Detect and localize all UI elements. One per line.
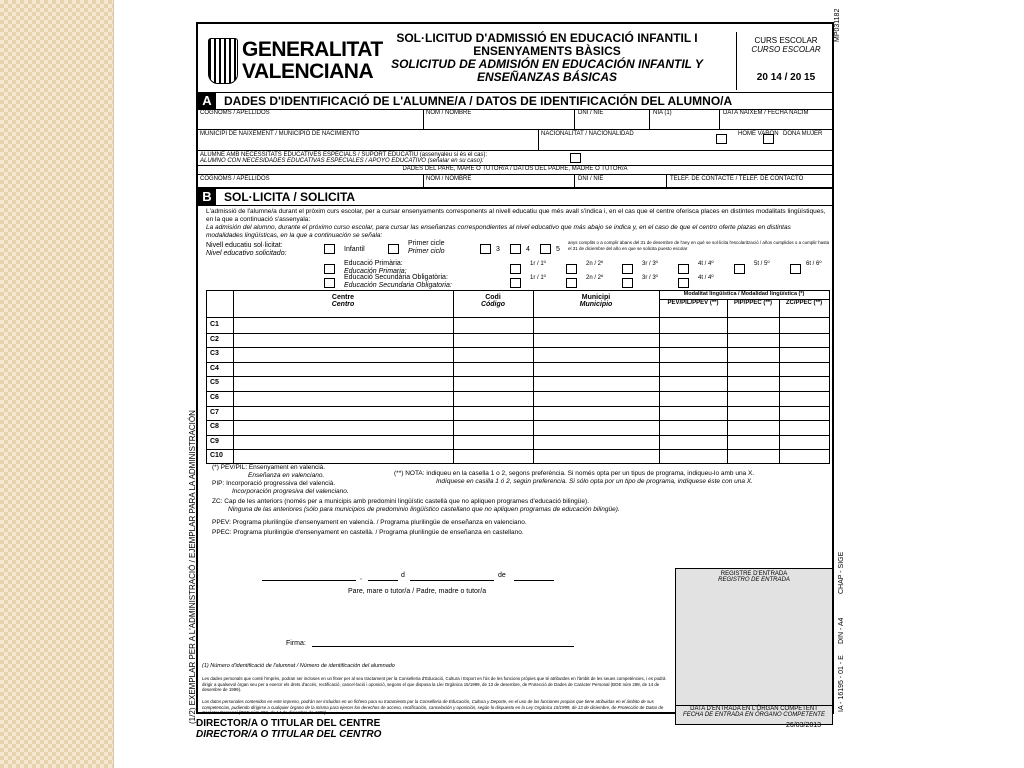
col-centre-ca: Centre <box>331 294 355 301</box>
note-nota: (**) NOTA: indiqueu en la casella 1 o 2, segons preferència. Si només opta per un tipus de programa, indiqueu-lo amb una X. <box>394 470 755 477</box>
checkbox-eso[interactable] <box>324 278 335 288</box>
label-age-5: 5 <box>556 246 560 253</box>
form-document <box>188 8 856 764</box>
primer-ca: Primer cicle <box>408 240 445 247</box>
footer-line-es: DIRECTOR/A O TITULAR DEL CENTRO <box>196 729 382 740</box>
curs-label-es: CURSO ESCOLAR <box>751 45 821 54</box>
sign-de-label: de <box>498 572 506 579</box>
checkbox-infantil[interactable] <box>324 244 335 254</box>
crest-icon <box>208 38 238 84</box>
field-nombre[interactable]: NOM / NOMBRE <box>426 110 472 116</box>
row-label: C3 <box>210 350 219 358</box>
student-row-1 <box>198 109 832 130</box>
footnote-lopd-es: Los datos personales contenidos en este impreso, podrán ser incluidos en un fichero para su tratamiento por la Conselleria de Educación, Cultura y Deporte, en el uso de las funciones propias que tiene atribuidas en el ámbito de sus competencias, pudiendo dirigirse a cualquier órgano de la misma para ejercer los derechos de acceso, rectificación, cancelación y oposición, según lo dispuesto en la Ley Orgánica 15/1999, de 13 de diciembre, de Protección de Datos de Carácter Personal (BOE núm 298, de 14 de diciembre de 1999). <box>202 699 664 715</box>
checkbox-age-5[interactable] <box>540 244 551 254</box>
note-nota-es: Indíquese en casilla 1 ó 2, según preferencia. Si sólo opta por un tipo de programa, indíquese éste con una X. <box>436 478 753 485</box>
col-municipi-es: Municipio <box>579 301 613 308</box>
sign-parents-label: Pare, mare o tutor/a / Padre, madre o tutor/a <box>348 588 487 595</box>
note-zc: ZC: Cap de les anteriors (només per a municipis amb predomini lingüístic castellà que no apliquen programes d'educació bilingüe). <box>212 498 589 505</box>
col-codi-ca: Codi <box>485 294 501 301</box>
col-codi <box>453 294 533 308</box>
note-pev-es: Enseñanza en valenciano. <box>248 472 325 479</box>
checkbox-prim-4[interactable] <box>678 264 689 274</box>
logo-line1: GENERALITAT <box>242 38 383 61</box>
field-parent-telefono[interactable]: TELEF. DE CONTACTE / TELEF. DE CONTACTO <box>670 176 804 182</box>
parent-header-row <box>198 166 832 175</box>
field-parent-apellidos[interactable]: COGNOMS / APELLIDOS <box>200 176 270 182</box>
nee-label-es: ALUMNO CON NECESIDADES EDUCATIVAS ESPECIALES / APOYO EDUCATIVO (señalar en su caso): <box>200 158 484 164</box>
field-apellidos[interactable]: COGNOMS / APELLIDOS <box>200 110 270 116</box>
checkbox-prim-5[interactable] <box>734 264 745 274</box>
title-es-2: ENSEÑANZAS BÁSICAS <box>476 70 617 84</box>
field-nia[interactable]: NIA (1) <box>653 110 672 116</box>
eso-es: Educación Secundaria Obligatoria: <box>344 282 452 289</box>
checkbox-nee[interactable] <box>570 153 581 163</box>
sign-day-input[interactable] <box>368 572 398 581</box>
table-row[interactable] <box>207 318 829 334</box>
col-pip: PIP/PPEC (**) <box>733 300 772 306</box>
checkbox-prim-1[interactable] <box>510 264 521 274</box>
sign-year-input[interactable] <box>514 572 554 581</box>
label-prim-3: 3r / 3º <box>642 261 658 267</box>
label-prim-4: 4t / 4º <box>698 261 714 267</box>
col-municipi-ca: Municipi <box>581 294 611 301</box>
field-parent-dni[interactable]: DNI / NIE <box>578 176 604 182</box>
sign-place-input[interactable] <box>262 572 356 581</box>
registre-bottom-ca: DATA D'ENTRADA EN L'ÒRGAN COMPETENT <box>690 706 818 712</box>
row-label: C1 <box>210 321 219 328</box>
col-pev: PEV/PIL/PPEV (**) <box>667 300 719 306</box>
registre-title-ca: REGISTRE D'ENTRADA <box>720 571 788 577</box>
form-title <box>362 32 732 84</box>
title-es-1: SOLICITUD DE ADMISIÓN EN EDUCACIÓN INFANTIL Y <box>391 57 703 71</box>
row-label: C6 <box>210 394 219 401</box>
label-eso-4: 4t / 4º <box>698 275 714 281</box>
field-dni[interactable]: DNI / NIE <box>578 110 604 116</box>
title-ca-1: SOL·LICITUD D'ADMISSIÓ EN EDUCACIÓ INFANTIL I <box>396 31 698 45</box>
field-fecha-nacimiento[interactable]: DATA NAIXEM / FECHA NACIM <box>723 110 809 116</box>
checkbox-age-4[interactable] <box>510 244 521 254</box>
checkbox-primaria[interactable] <box>324 264 335 274</box>
curs-escolar-box <box>736 32 835 90</box>
logo-line2: VALENCIANA <box>242 60 374 83</box>
label-varon: HOME VARÓN <box>738 131 779 137</box>
nivell-ca: Nivell educatiu sol·licitat: <box>206 242 283 249</box>
col-zc: ZC/PPEC (**) <box>785 300 823 306</box>
request-text-ca: L'admissió de l'alumne/a durant el pròxim curs escolar, per a cursar ensenyaments corresponents al nivell educatiu que més avall s'indica i, en el cas que el centre oferisca places en distintes modalitats lingüístiques, en la que a continuació s'assenyala: <box>206 208 826 223</box>
col-codi-es: Código <box>480 301 506 308</box>
label-prim-5: 5t / 5º <box>754 261 770 267</box>
footnote-lopd-ca: Les dades personals que conté l'imprès, podran ser incloses en un fitxer per al seu tractament per la Conselleria d'Educació, Cultura i Esport en l'ús de les funcions pròpies que té atribuïdes en l'àmbit de les seues competències, i es podrà dirigir a qualsevol òrgan seu per a exercir els drets d'accés, rectificació, cancel·lació i oposició, segons el que disposa la Llei Orgànica 15/1999, de 13 de desembre, de Protecció de Dades de Caràcter Personal (BOE núm 298, de 14 de desembre de 1999). <box>202 676 666 692</box>
footer-director <box>196 718 381 740</box>
label-prim-1: 1r / 1º <box>530 261 546 267</box>
prim-ca: Educació Primària: <box>344 260 403 267</box>
eso-label <box>344 274 452 290</box>
row-label: C10 <box>210 452 223 460</box>
side-code: MP031182 <box>834 8 841 42</box>
col-municipi <box>533 294 659 308</box>
request-text-es: La admisión del alumno, durante el próximo curso escolar, para cursar las enseñanzas correspondientes al nivel educativo que más abajo se indica y, en el caso de que el centro oferte plazas en distintas modalidades lingüísticas, en la que a continuación se señala: <box>206 224 791 239</box>
checkbox-age-3[interactable] <box>480 244 491 254</box>
label-mujer: DONA MUJER <box>783 131 823 137</box>
checkbox-mujer[interactable] <box>763 134 774 144</box>
table-row[interactable] <box>207 376 829 392</box>
section-a-letter: A <box>198 93 216 109</box>
right-chap-text: CHAP - SIGE <box>838 551 845 594</box>
left-vertical-text: (1/2) EXEMPLAR PER A L'ADMINISTRACIÓ / EJEMPLAR PARA LA ADMINISTRACIÓN <box>188 410 197 724</box>
col-modalitat: Modalitat lingüística / Modalidad lingüística (*) <box>659 291 829 300</box>
centres-table <box>206 290 830 464</box>
label-infantil: Infantil <box>344 246 365 253</box>
table-row[interactable] <box>207 362 829 378</box>
nivell-label <box>206 242 287 258</box>
field-nacionalidad[interactable]: NACIONALITAT / NACIONALIDAD <box>541 131 634 137</box>
field-municipio-nacimiento[interactable]: MUNICIPI DE NAIXEMENT / MUNICIPIO DE NACIMIENTO <box>200 131 360 137</box>
row-label: C4 <box>210 364 219 372</box>
footer-line-ca: DIRECTOR/A O TITULAR DEL CENTRE <box>196 718 381 729</box>
nee-row <box>198 151 832 166</box>
table-row[interactable] <box>207 435 829 451</box>
checkbox-prim-2[interactable] <box>566 264 577 274</box>
col-centre-es: Centro <box>331 301 355 308</box>
eso-ca: Educació Secundària Obligatòria: <box>344 274 448 281</box>
primer-cicle-label <box>408 240 445 256</box>
parent-row <box>198 175 832 188</box>
row-label: C8 <box>210 423 219 431</box>
table-row[interactable] <box>207 347 829 363</box>
note-ppec: PPEC: Programa plurilingüe d'ensenyament en castellà. / Programa plurilingüe de enseñanza en castellano. <box>212 529 524 536</box>
student-row-2 <box>198 130 832 151</box>
row-label: C7 <box>210 408 219 416</box>
label-prim-6: 6t / 6º <box>806 261 822 267</box>
form-frame <box>196 22 834 718</box>
registre-bottom-es: FECHA DE ENTRADA EN ÓRGANO COMPETENTE <box>683 712 825 718</box>
label-prim-2: 2n / 2º <box>586 261 604 267</box>
section-a-header <box>198 92 832 110</box>
generalitat-logo <box>206 34 383 90</box>
checkbox-eso-2[interactable] <box>566 278 577 288</box>
col-centre <box>233 294 453 308</box>
right-code-text: IA - 16195 - 01 - E <box>838 655 845 712</box>
checkbox-eso-4[interactable] <box>678 278 689 288</box>
parent-header: DADES DEL PARE, MARE O TUTOR/A / DATOS DEL PADRE, MADRE O TUTOR/A <box>402 166 628 172</box>
section-b-title: SOL·LICITA / SOLICITA <box>224 190 356 204</box>
table-row[interactable] <box>207 406 829 422</box>
table-row[interactable] <box>207 333 829 349</box>
section-a-title: DADES D'IDENTIFICACIÓ DE L'ALUMNE/A / DATOS DE IDENTIFICACIÓN DEL ALUMNO/A <box>224 94 733 108</box>
centres-table-header <box>207 291 829 318</box>
registre-entrada-box <box>675 568 833 725</box>
registre-title-es: REGISTRO DE ENTRADA <box>718 577 790 583</box>
note-pip-es: Incorporación progresiva del valenciano. <box>232 488 349 495</box>
age-note: anys complits o a complir abans del 31 de desembre de l'any en què se sol·licita l'escolarització / años cumplidos o a cumplir hasta el 31 de diciembre del año en que se solicita puesto escolar <box>568 240 830 251</box>
row-label: C5 <box>210 379 219 387</box>
field-parent-nombre[interactable]: NOM / NOMBRE <box>426 176 472 182</box>
firma-input[interactable] <box>312 638 574 647</box>
sign-comma: , <box>360 574 362 581</box>
checkbox-prim-3[interactable] <box>622 264 633 274</box>
primer-es: Primer ciclo <box>408 248 445 255</box>
note-pip: PIP: Incorporació progressiva del valencià. <box>212 480 336 487</box>
checkbox-prim-6[interactable] <box>790 264 801 274</box>
row-label: C9 <box>210 437 219 445</box>
table-row[interactable] <box>207 420 829 436</box>
note-ppev: PPEV: Programa plurilingüe d'ensenyament en valencià. / Programa plurilingüe de enseñanza en valenciano. <box>212 519 527 526</box>
row-label: C2 <box>210 335 219 343</box>
section-b-letter: B <box>198 189 216 205</box>
label-age-3: 3 <box>496 246 500 253</box>
label-eso-1: 1r / 1º <box>530 275 546 281</box>
right-din-text: DIN - A4 <box>838 617 845 644</box>
footnote-nia: (1) Número d'identificació de l'alumnat / Número de identificación del alumnado <box>202 663 395 669</box>
table-row[interactable] <box>207 449 829 464</box>
nivell-es: Nivel educativo solicitado: <box>206 250 287 257</box>
checkbox-varon[interactable] <box>716 134 727 144</box>
note-pev: (*) PEV/PIL: Ensenyament en valencià. <box>212 464 326 471</box>
label-eso-2: 2n / 2º <box>586 275 604 281</box>
decorative-sidebar <box>0 0 114 768</box>
checkbox-eso-1[interactable] <box>510 278 521 288</box>
checkbox-eso-3[interactable] <box>622 278 633 288</box>
form-date: 26/03/2013 <box>786 722 822 729</box>
sign-month-input[interactable] <box>410 572 494 581</box>
prim-es: Educación Primaria: <box>344 268 407 275</box>
note-zc-es: Ninguna de las anteriores (sólo para municipios de predominio lingüístico castellano que no apliquen programas de educación bilingüe). <box>228 506 620 513</box>
firma-label: Firma: <box>286 640 306 647</box>
checkbox-primer-cicle[interactable] <box>388 244 399 254</box>
sign-d-label: d <box>401 572 405 579</box>
curs-year: 20 14 / 20 15 <box>756 72 816 83</box>
curs-label-ca: CURS ESCOLAR <box>754 36 818 45</box>
table-row[interactable] <box>207 391 829 407</box>
nee-label: ALUMNE AMB NECESSITATS EDUCATIVES ESPECIALS / SUPORT EDUCATIU (assenyaleu si és el cas): <box>200 152 488 158</box>
section-b-header <box>198 188 832 206</box>
title-ca-2: ENSENYAMENTS BÀSICS <box>473 44 621 58</box>
label-age-4: 4 <box>526 246 530 253</box>
label-eso-3: 3r / 3º <box>642 275 658 281</box>
